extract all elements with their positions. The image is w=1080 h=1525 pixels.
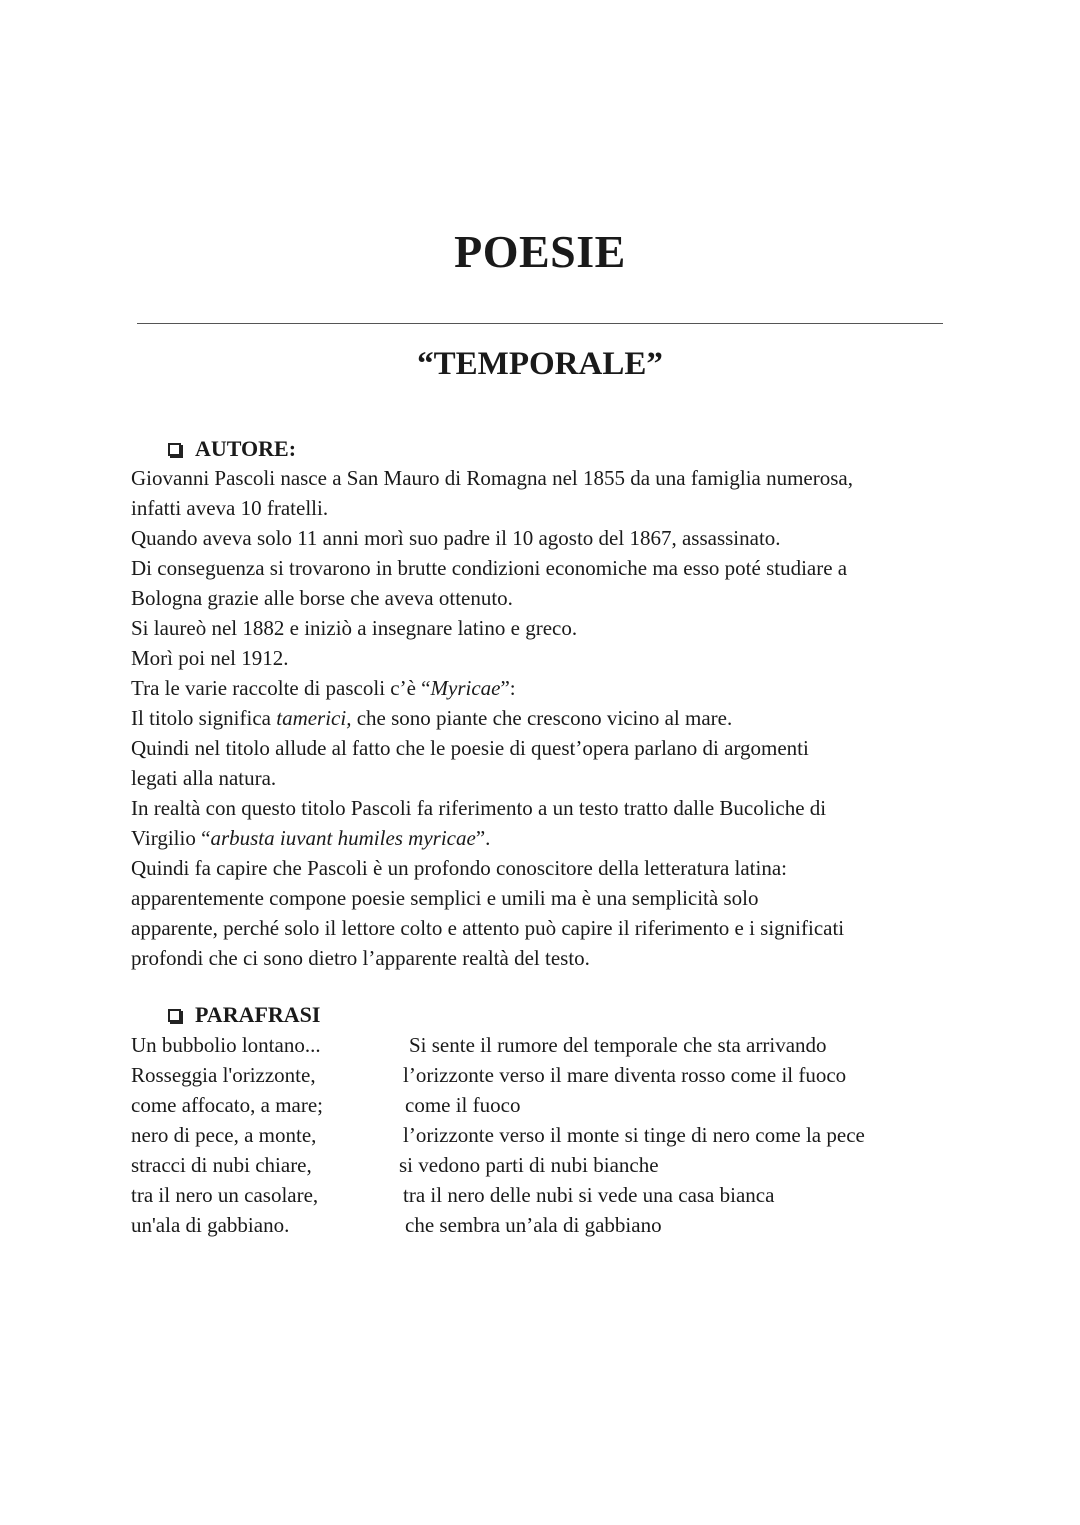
paraphrase-line: come il fuoco (405, 1093, 521, 1117)
verse-line: come affocato, a mare; (131, 1093, 324, 1117)
section-heading-autore (168, 434, 296, 464)
paragraph-line: profondi che ci sono dietro l’apparente realtà del testo. (131, 946, 590, 970)
verse-line: Un bubbolio lontano... (131, 1033, 321, 1057)
paragraph-line: legati alla natura. (131, 766, 277, 790)
paraphrase-line: si vedono parti di nubi bianche (399, 1153, 659, 1177)
verse-line: tra il nero un casolare, (131, 1183, 319, 1207)
paraphrase-line: Si sente il rumore del temporale che sta arrivando (409, 1033, 827, 1057)
paragraph-line: apparentemente compone poesie semplici e umili ma è una semplicità solo (131, 886, 759, 910)
author-biography (131, 463, 961, 973)
paraphrase-line: l’orizzonte verso il monte si tinge di nero come la pece (403, 1123, 865, 1147)
italic-quote: arbusta iuvant humiles myricae (210, 826, 476, 850)
paragraph-line: Tra le varie raccolte di pascoli c’è “Myricae”: (131, 676, 516, 700)
paraphrase-line: che sembra un’ala di gabbiano (405, 1213, 662, 1237)
paraphrase-lines (399, 1030, 959, 1240)
horizontal-divider (137, 323, 943, 324)
paragraph-line: Quindi nel titolo allude al fatto che le poesie di quest’opera parlano di argomenti (131, 736, 809, 760)
checkbox-bullet-icon (168, 1009, 181, 1022)
paragraph-line: Bologna grazie alle borse che aveva ottenuto. (131, 586, 513, 610)
verse-line: nero di pece, a monte, (131, 1123, 317, 1147)
verse-line: stracci di nubi chiare, (131, 1153, 312, 1177)
section-heading-label: PARAFRASI (195, 1002, 321, 1027)
paragraph-line: Virgilio “arbusta iuvant humiles myricae”. (131, 826, 491, 850)
paragraph-line: apparente, perché solo il lettore colto e attento può capire il riferimento e i significati (131, 916, 845, 940)
verse-line: un'ala di gabbiano. (131, 1213, 290, 1237)
paragraph-line: In realtà con questo titolo Pascoli fa riferimento a un testo tratto dalle Bucoliche di (131, 796, 827, 820)
poem-verses (131, 1030, 381, 1240)
paragraph-line: Di conseguenza si trovarono in brutte condizioni economiche ma esso poté studiare a (131, 556, 848, 580)
italic-title: Myricae (430, 676, 501, 700)
paragraph-line: Giovanni Pascoli nasce a San Mauro di Romagna nel 1855 da una famiglia numerosa, (131, 466, 853, 490)
paragraph-line: infatti aveva 10 fratelli. (131, 496, 329, 520)
section-heading-label: AUTORE: (195, 436, 297, 461)
italic-term: tamerici, (276, 706, 352, 730)
paragraph-line: Il titolo significa tamerici, che sono piante che crescono vicino al mare. (131, 706, 733, 730)
paragraph-line: Quindi fa capire che Pascoli è un profondo conoscitore della letteratura latina: (131, 856, 787, 880)
page-title: POESIE (454, 226, 626, 277)
paragraph-line: Morì poi nel 1912. (131, 646, 289, 670)
paraphrase-line: l’orizzonte verso il mare diventa rosso come il fuoco (403, 1063, 847, 1087)
poem-title: “TEMPORALE” (417, 346, 663, 382)
paragraph-line: Quando aveva solo 11 anni morì suo padre il 10 agosto del 1867, assassinato. (131, 526, 781, 550)
checkbox-bullet-icon (168, 443, 181, 456)
paragraph-line: Si laureò nel 1882 e iniziò a insegnare latino e greco. (131, 616, 578, 640)
verse-line: Rosseggia l'orizzonte, (131, 1063, 316, 1087)
paraphrase-line: tra il nero delle nubi si vede una casa bianca (403, 1183, 775, 1207)
section-heading-parafrasi (168, 1000, 320, 1030)
